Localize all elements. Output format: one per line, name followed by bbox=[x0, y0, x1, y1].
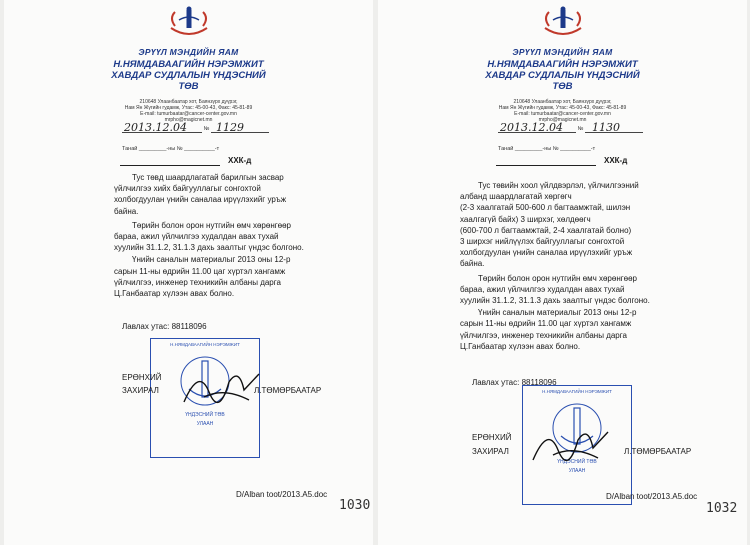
organization-name: Н.НЯМДАВААГИЙН НЭРЭМЖИТ ХАВДАР СУДЛАЛЫН ҮНДЭСНИЙ ТӨВ bbox=[485, 59, 640, 92]
address-block: 210648 Улаанбаатар хот, Баянзүрх дүүрэг, Нам Ян Жүгийн гудамж, Утас: 45-00-43, Факс: 45-81-89 E-mail: tumurbaatar@cancer-center.gov.mn mrpho@magicnet.mn bbox=[498, 99, 627, 123]
page-number: 1030 bbox=[339, 498, 371, 513]
handwritten-date: 2013.12.04 bbox=[124, 121, 187, 134]
signer-name: Л.ТӨМӨРБААТАР bbox=[624, 447, 692, 456]
recipient-line bbox=[496, 156, 627, 166]
signer-title-2: ЗАХИРАЛ bbox=[472, 447, 509, 456]
soyombo-emblem-icon bbox=[163, 6, 215, 36]
recipient: ХХК-д bbox=[228, 156, 252, 165]
official-stamp: Н.НЯМДАВААГИЙН НЭРЭМЖИТ ҮНДЭСНИЙ ТӨВ УЛААН bbox=[522, 385, 632, 505]
letter-body bbox=[460, 180, 722, 352]
official-stamp: Н.НЯМДАВААГИЙН НЭРЭМЖИТ ҮНДЭСНИЙ ТӨВ УЛААН bbox=[150, 338, 260, 458]
number-label: № bbox=[203, 126, 210, 132]
file-reference: D/Alban toot/2013.A5.doc bbox=[606, 492, 698, 501]
letter-page-1 bbox=[4, 0, 373, 545]
paragraph-1: Тус төвд шаардлагатай барилгын засвар үйлчилгээ хийх байгууллагыг сонгохтой холбогдуулан үнийн саналаа ирүүлэхийг уръж байна. bbox=[114, 173, 287, 216]
handwritten-number: 1130 bbox=[592, 121, 620, 134]
recipient: ХХК-д bbox=[604, 156, 628, 165]
address-block: 210648 Улаанбаатар хот, Баянзүрх дүүрэг, Нам Ян Жүгийн гудамж, Утас: 45-00-43, Факс: 45-81-89 E-mail: tumurbaatar@cancer-center.gov.mn mrpho@magicnet.mn bbox=[124, 99, 253, 123]
reference-line: Танай _________-ны № __________-т bbox=[498, 146, 596, 152]
reference-phone: Лавлах утас: 88118096 bbox=[122, 322, 207, 331]
letter-page-2 bbox=[378, 0, 747, 545]
reference-phone: Лавлах утас: 88118096 bbox=[472, 378, 557, 387]
paragraph-3: Үнийн саналын материалыг 2013 оны 12-р сарын 11-ны өдрийн 11.00 цаг хүртэл хангамж үйлчилгээ, инженер техникийн албаны дарга Ц.Ганбаатар хүлээн авах болно. bbox=[114, 255, 291, 299]
signer-name: Л.ТӨМӨРБААТАР bbox=[254, 386, 322, 395]
paragraph-1: Тус төвийн хоол үйлдвэрлэл, үйлчилгээний албанд шаардлагатай хөргөгч (2-3 хаалгатай 500-600 л багтаамжтай, шилэн хаалгагүй байх) 3 ширхэг, хөлдөөгч (600-700 л багтаамжтай, 2-4 хаалгатай болно) 3 ширхэг нийлүүлэх байгууллагыг сонгохтой холбогдуулан үнийн саналаа ирүүлэхийг уръж байна. bbox=[460, 181, 639, 269]
ministry-name: ЭРҮҮЛ МЭНДИЙН ЯАМ bbox=[138, 47, 239, 57]
paragraph-2: Төрийн болон орон нутгийн өмч хөрөнгөөр бараа, ажил үйлчилгээ худалдан авах тухай хуулийн 31.1.2, 31.1.3 дахь заалтыг үндэс болгоно. bbox=[114, 220, 304, 253]
signer-title-1: ЕРӨНХИЙ bbox=[122, 373, 162, 382]
page-number: 1032 bbox=[706, 501, 738, 516]
ministry-name: ЭРҮҮЛ МЭНДИЙН ЯАМ bbox=[512, 47, 613, 57]
reference-line: Танай _________-ны № __________-т bbox=[122, 146, 220, 152]
recipient-line bbox=[120, 156, 251, 166]
signer-title-2: ЗАХИРАЛ bbox=[122, 386, 159, 395]
signature-icon bbox=[528, 420, 618, 470]
soyombo-emblem-icon bbox=[537, 6, 589, 36]
signer-title-1: ЕРӨНХИЙ bbox=[472, 433, 512, 442]
letter-body bbox=[114, 172, 354, 299]
paragraph-2: Төрийн болон орон нутгийн өмч хөрөнгөөр бараа, ажил үйлчилгээ худалдан авах тухай хуулийн 31.1.2, 31.1.3 дахь заалтыг үндэс болгоно. bbox=[460, 273, 650, 306]
handwritten-date: 2013.12.04 bbox=[500, 121, 563, 134]
file-reference: D/Alban toot/2013.A5.doc bbox=[236, 490, 328, 499]
organization-name: Н.НЯМДАВААГИЙН НЭРЭМЖИТ ХАВДАР СУДЛАЛЫН ҮНДЭСНИЙ ТӨВ bbox=[111, 59, 266, 92]
paragraph-3: Үнийн саналын материалыг 2013 оны 12-р сарын 11-ны өдрийн 11.00 цаг хүртэл хангамж үйлчилгээ, инженер техникийн албаны дарга Ц.Ганбаатар хүлээн авах болно. bbox=[460, 308, 637, 351]
handwritten-number: 1129 bbox=[216, 121, 244, 134]
number-label: № bbox=[577, 126, 584, 132]
